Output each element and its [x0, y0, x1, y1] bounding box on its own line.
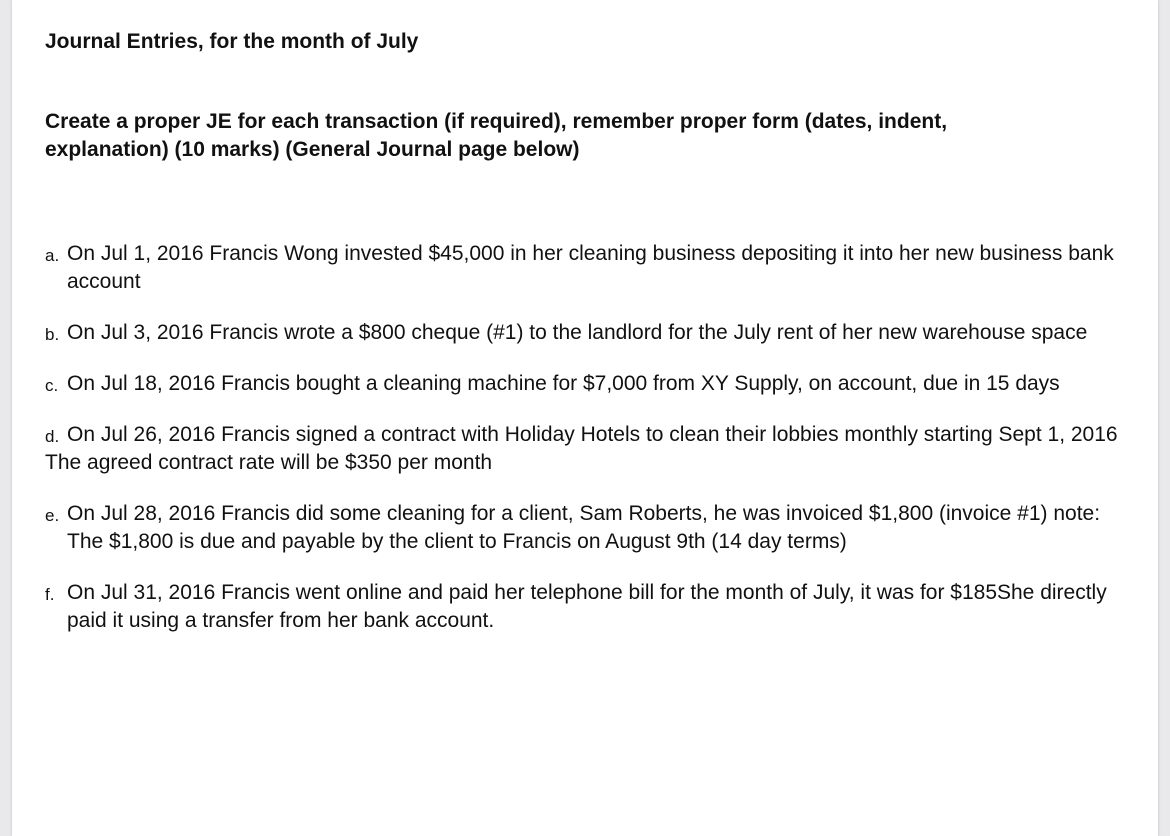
item-letter: a. [45, 246, 60, 265]
item-letter: e. [45, 506, 60, 525]
item-letter: c. [45, 376, 59, 395]
transaction-item-a [45, 240, 1135, 296]
item-text: On Jul 1, 2016 Francis Wong invested $45,000 in her cleaning business depositing it into her new business bank account [67, 242, 1114, 293]
instructions-text: Create a proper JE for each transaction (if required), remember proper form (dates, indent, explanation) (10 marks) (General Journal page below) [45, 110, 948, 161]
item-text: On Jul 3, 2016 Francis wrote a $800 cheque (#1) to the landlord for the July rent of her new warehouse space [67, 321, 1088, 344]
item-text: On Jul 28, 2016 Francis did some cleaning for a client, Sam Roberts, he was invoiced $1,800 (invoice #1) note: The $1,800 is due and payable by the client to Francis on August 9th (14 day terms) [67, 502, 1101, 553]
item-text: On Jul 31, 2016 Francis went online and paid her telephone bill for the month of July, it was for $185She directly paid it using a transfer from her bank account. [67, 581, 1107, 632]
item-text: On Jul 26, 2016 Francis signed a contract with Holiday Hotels to clean their lobbies monthly starting Sept 1, 2016 [67, 423, 1118, 446]
item-letter: d. [45, 427, 60, 446]
transaction-item-b [45, 319, 1135, 347]
transaction-item-f [45, 579, 1135, 635]
transaction-item-e [45, 500, 1135, 556]
document-page [12, 0, 1158, 836]
item-text: On Jul 18, 2016 Francis bought a cleaning machine for $7,000 from XY Supply, on account, due in 15 days [67, 372, 1060, 395]
item-note: The agreed contract rate will be $350 per month [45, 451, 493, 474]
document-title: Journal Entries, for the month of July [45, 30, 419, 53]
transaction-list [45, 240, 1135, 658]
item-letter: b. [45, 325, 60, 344]
transaction-item-c [45, 370, 1135, 398]
item-letter: f. [45, 585, 55, 604]
transaction-item-d [45, 421, 1135, 477]
